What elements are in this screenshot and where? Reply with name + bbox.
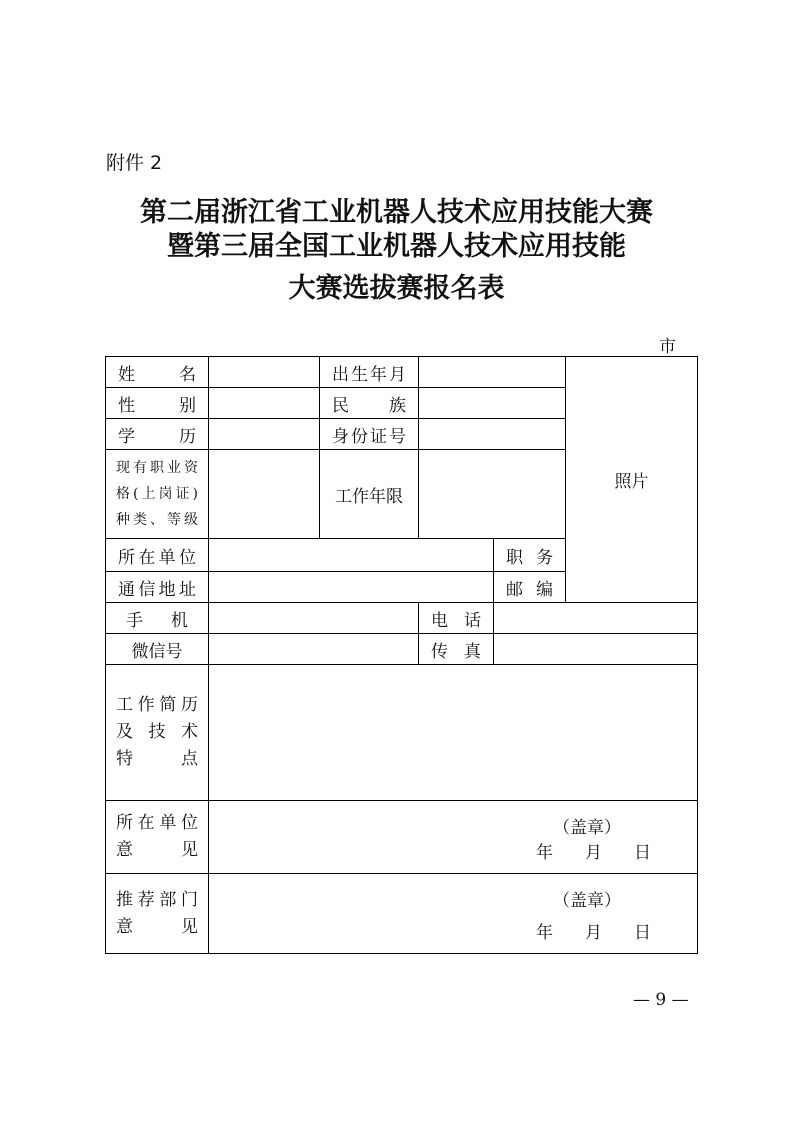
mobile-input[interactable]: [209, 603, 419, 634]
employer-seal-text: （盖章）: [553, 818, 621, 838]
year-label: 年: [536, 843, 553, 863]
education-input[interactable]: [209, 419, 320, 450]
birth-label: 出生年月: [320, 357, 419, 388]
employer-input[interactable]: [209, 539, 494, 572]
city-blank[interactable]: [537, 338, 657, 357]
education-label: 学历: [106, 419, 209, 450]
id-number-label: 身份证号: [320, 419, 419, 450]
recommender-opinion-label: 推荐部门 意见: [106, 874, 209, 954]
wechat-input[interactable]: [209, 634, 419, 665]
month-label: 月: [585, 843, 602, 863]
employer-label: 所在单位: [106, 539, 209, 572]
address-input[interactable]: [209, 572, 494, 603]
resume-label: 工作简历 及技术 特点: [106, 665, 209, 801]
fax-label: 传真: [419, 634, 494, 665]
id-number-input[interactable]: [419, 419, 566, 450]
work-years-label: 工作年限: [320, 450, 419, 539]
phone-input[interactable]: [494, 603, 698, 634]
resume-input[interactable]: [209, 665, 698, 801]
work-years-input[interactable]: [419, 450, 566, 539]
city-field: [537, 332, 676, 357]
address-label: 通信地址: [106, 572, 209, 603]
photo-box[interactable]: 照片: [566, 357, 698, 603]
day-label: 日: [634, 923, 651, 943]
gender-label: 性别: [106, 388, 209, 419]
month-label: 月: [585, 923, 602, 943]
recommender-date: [536, 918, 651, 943]
name-input[interactable]: [209, 357, 320, 388]
registration-form-table: [105, 356, 698, 954]
day-label: 日: [634, 843, 651, 863]
ethnicity-input[interactable]: [419, 388, 566, 419]
employer-opinion-label: 所在单位 意见: [106, 801, 209, 874]
qualification-label: 现有职业资 格(上岗证) 种类、等级: [106, 450, 209, 539]
recommender-seal-text: （盖章）: [553, 891, 621, 911]
fax-input[interactable]: [494, 634, 698, 665]
employer-opinion-box[interactable]: [209, 801, 698, 874]
mobile-label: 手机: [106, 603, 209, 634]
recommender-opinion-box[interactable]: [209, 874, 698, 954]
name-label: 姓名: [106, 357, 209, 388]
ethnicity-label: 民族: [320, 388, 419, 419]
postcode-label: 邮编: [494, 572, 566, 603]
wechat-label: 微信号: [106, 634, 209, 665]
employer-date: [536, 838, 651, 863]
form-title-line-1: 第二届浙江省工业机器人技术应用技能大赛: [140, 197, 653, 228]
form-title-line-2: 暨第三届全国工业机器人技术应用技能: [167, 231, 626, 262]
page-number: — 9 —: [633, 990, 689, 1010]
phone-label: 电话: [419, 603, 494, 634]
year-label: 年: [536, 923, 553, 943]
qualification-input[interactable]: [209, 450, 320, 539]
form-title-line-3: 大赛选拔赛报名表: [288, 273, 505, 304]
gender-input[interactable]: [209, 388, 320, 419]
birth-input[interactable]: [419, 357, 566, 388]
city-suffix: 市: [659, 337, 676, 357]
position-label: 职务: [494, 539, 566, 572]
attachment-label: 附件 2: [106, 152, 163, 174]
